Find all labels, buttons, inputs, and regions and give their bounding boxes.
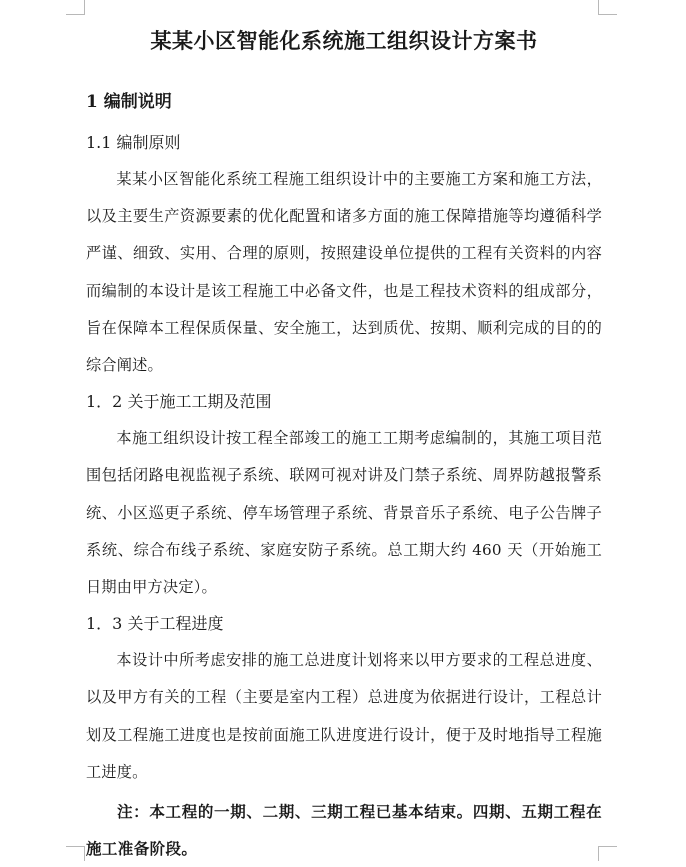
subsection-heading-1-1: 1.1 编制原则 (86, 133, 181, 152)
section-heading: 1 编制说明 (86, 92, 172, 112)
crop-mark-bottom-left (66, 846, 85, 861)
crop-mark-top-right (598, 0, 617, 15)
document-title: 某某小区智能化系统施工组织设计方案书 (150, 28, 538, 53)
document-page (86, 14, 602, 867)
paragraph-1-3: 本设计中所考虑安排的施工总进度计划将来以甲方要求的工程总进度、以及甲方有关的工程（主要是室内工程）总进度为依据进行设计，工程总计划及工程施工进度也是按前面施工队进度进行设计，便于及时地指导工程施工进度。 (86, 651, 602, 781)
paragraph-1-2: 本施工组织设计按工程全部竣工的施工工期考虑编制的，其施工项目范围包括闭路电视监视子系统、联网可视对讲及门禁子系统、周界防越报警系统、小区巡更子系统、停车场管理子系统、背景音乐子系统、电子公告牌子系统、综合布线子系统、家庭安防子系统。总工期大约 460 天（开始施工日期由甲方决定）。 (86, 429, 602, 597)
crop-mark-top-left (66, 0, 85, 15)
subsection-heading-1-2: 1．2 关于施工工期及范围 (86, 392, 272, 412)
note-paragraph: 注：本工程的一期、二期、三期工程已基本结束。四期、五期工程在施工准备阶段。 (86, 802, 602, 859)
subsection-heading-1-3: 1．3 关于工程进度 (86, 614, 224, 634)
paragraph-1-1: 某某小区智能化系统工程施工组织设计中的主要施工方案和施工方法，以及主要生产资源要素的优化配置和诸多方面的施工保障措施等均遵循科学严谨、细致、实用、合理的原则，按照建设单位提供的工程有关资料的内容而编制的本设计是该工程施工中必备文件，也是工程技术资料的组成部分，旨在保障本工程保质保量、安全施工，达到质优、按期、顺利完成的目的的综合阐述。 (86, 170, 602, 375)
